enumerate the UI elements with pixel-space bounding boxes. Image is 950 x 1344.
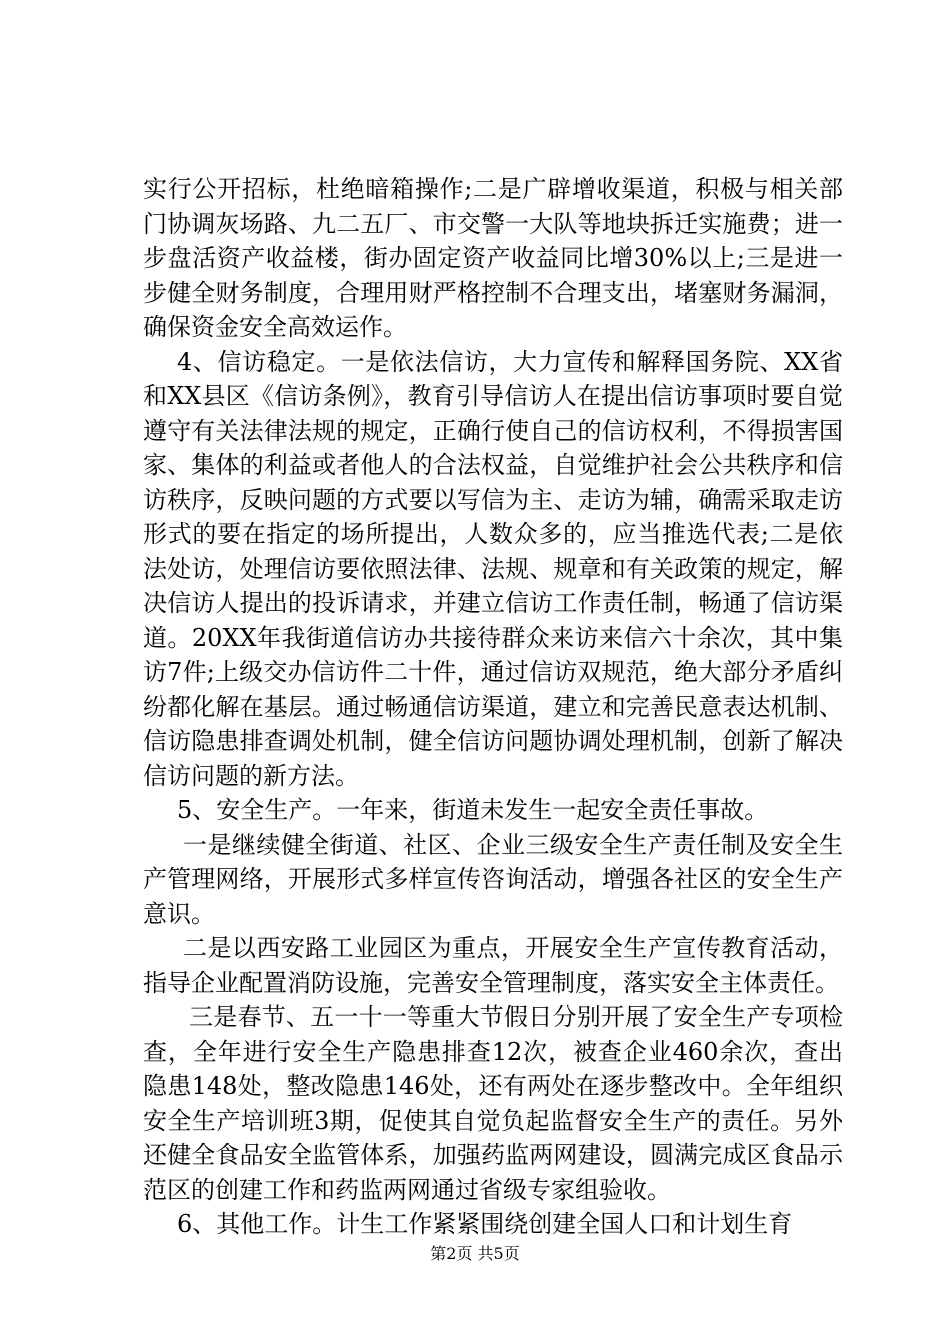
- paragraph-safety-item-two: 二是以西安路工业园区为重点，开展安全生产宣传教育活动，指导企业配置消防设施，完善安全管理制度，落实安全主体责任。: [143, 934, 843, 997]
- paragraph-safety-production: 5、安全生产。一年来，街道未发生一起安全责任事故。: [177, 796, 769, 824]
- document-body: [143, 172, 843, 1242]
- paragraph-petition-stability: 4、信访稳定。一是依法信访，大力宣传和解释国务院、XX省和XX县区《信访条例》，教育引导信访人在提出信访事项时要自觉遵守有关法律法规的规定，正确行使自己的信访权利，不得损害国家、集体的利益或者他人的合法权益，自觉维护社会公共秩序和信访秩序，反映问题的方式要以写信为主、走访为辅，确需采取走访形式的要在指定的场所提出，人数众多的，应当推选代表;二是依法处访，处理信访要依照法律、法规、规章和有关政策的规定，解决信访人提出的投诉请求，并建立信访工作责任制，畅通了信访渠道。20XX年我街道信访办共接待群众来访来信六十余次，其中集访7件;上级交办信访件二十件，通过信访双规范，绝大部分矛盾纠纷都化解在基层。通过畅通信访渠道，建立和完善民意表达机制、信访隐患排查调处机制，健全信访问题协调处理机制，创新了解决信访问题的新方法。: [143, 347, 843, 790]
- paragraph-finance: 实行公开招标，杜绝暗箱操作;二是广辟增收渠道，积极与相关部门协调灰场路、九二五厂、市交警一大队等地块拆迁实施费；进一步盘活资产收益楼，街办固定资产收益同比增30%以上;三是进一步健全财务制度，合理用财严格控制不合理支出，堵塞财务漏洞，确保资金安全高效运作。: [143, 175, 843, 341]
- paragraph-other-work: 6、其他工作。计生工作紧紧围绕创建全国人口和计划生育: [177, 1210, 793, 1238]
- paragraph-safety-item-one: 一是继续健全街道、社区、企业三级安全生产责任制及安全生产管理网络，开展形式多样宣传咨询活动，增强各社区的安全生产意识。: [143, 830, 843, 928]
- page-number-footer: 第2页 共5页: [430, 1244, 520, 1263]
- paragraph-safety-item-three: 三是春节、五一十一等重大节假日分别开展了安全生产专项检查，全年进行安全生产隐患排查12次，被查企业460余次，查出隐患148处，整改隐患146处，还有两处在逐步整改中。全年组织安全生产培训班3期，促使其自觉负起监督安全生产的责任。另外还健全食品安全监管体系，加强药监两网建设，圆满完成区食品示范区的创建工作和药监两网通过省级专家组验收。: [143, 1003, 843, 1204]
